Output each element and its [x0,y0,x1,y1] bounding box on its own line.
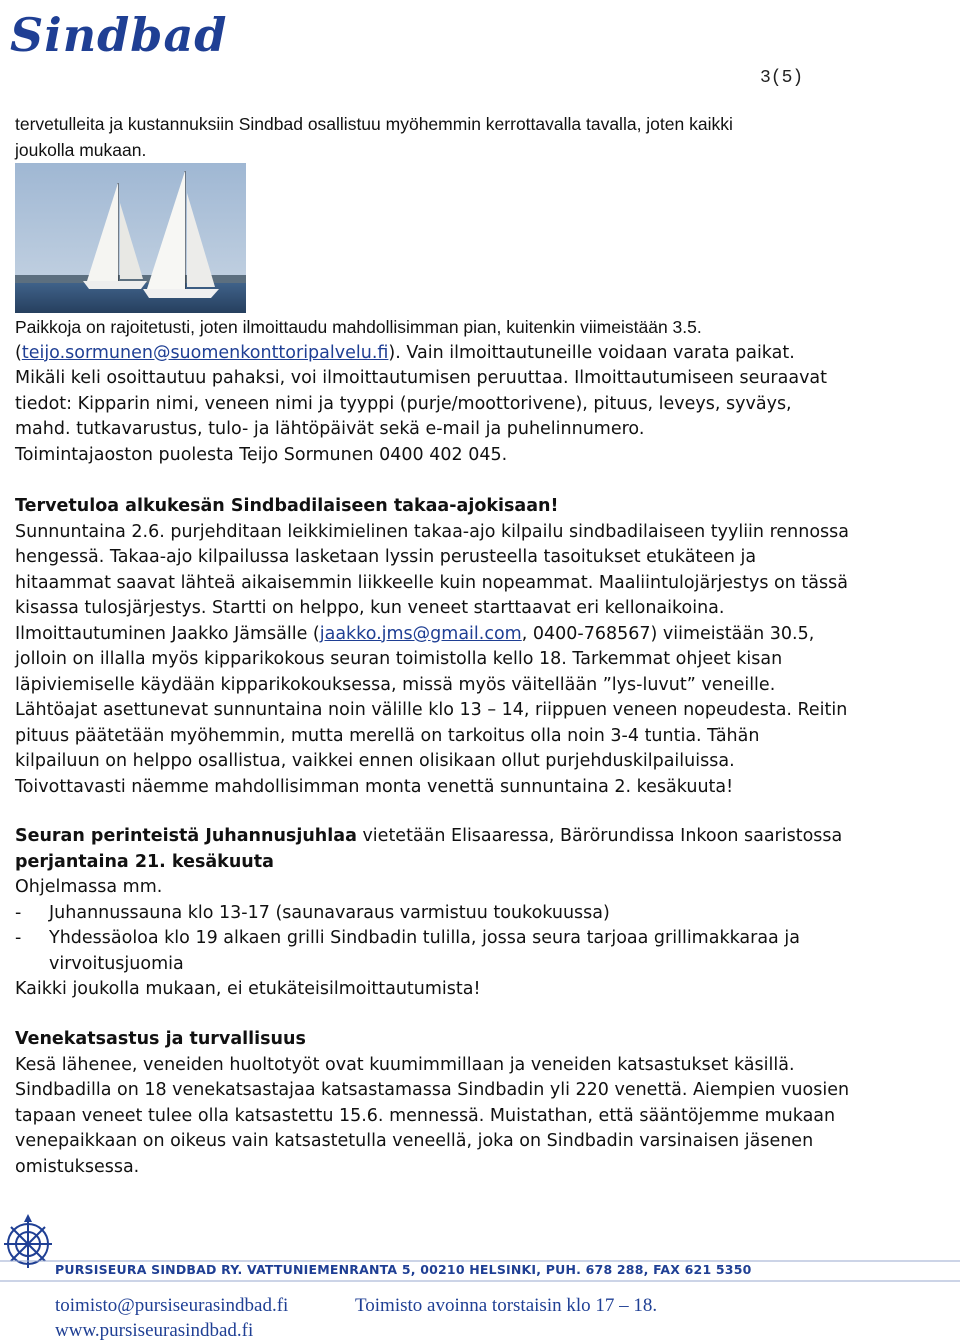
sailboats-photo [15,163,246,313]
inspection-line: Kesä lähenee, veneiden huoltotyöt ovat kuumimmillaan ja veneiden katsastukset käsillä. [15,1054,795,1075]
race-line: Sunnuntaina 2.6. purjehditaan leikkimielinen takaa-ajo kilpailu sindbadilaiseen tyyliin rennossa [15,521,850,542]
inspection-heading [15,1027,835,1053]
registration-line: mahd. tutkavarustus, tulo- ja lähtöpäivät sekä e-mail ja puhelinnumero. [15,419,645,439]
text: ( [15,342,22,363]
race-section [15,494,850,800]
inspection-section [15,1027,850,1180]
race-line: Lähtöajat asettunevat sunnuntaina noin välille klo 13 – 14, riippuen veneen nopeudesta. Reitin [15,700,848,720]
footer-office-hours: Toimisto avoinna torstaisin klo 17 – 18. [355,1295,658,1316]
registration-line: tiedot: Kipparin nimi, veneen nimi ja tyyppi (purje/moottorivene), pituus, leveys, syväys, [15,393,792,414]
footer-email-link[interactable]: toimisto@pursiseurasindbad.fi [55,1295,289,1316]
midsummer-line: Kaikki joukolla mukaan, ei etukäteisilmoittautumista! [15,979,481,999]
midsummer-line [15,850,835,876]
intro-line: joukolla mukaan. [15,139,147,160]
race-line: pituus päätetään myöhemmin, mutta merellä on tarkoitus olla noin 3-4 tuntia. Tähän [15,725,760,746]
inspection-line: omistuksessa. [15,1156,140,1177]
midsummer-section [15,824,843,1003]
bullet-dash: - [15,902,22,923]
bullet-indent [15,952,49,978]
inspection-line: venepaikkaan on oikeus vain katsastetulla veneellä, joka on Sindbadin varsinaisen jäsenen [15,1131,814,1151]
list-item-continuation [15,952,835,978]
race-line: hengessä. Takaa-ajo kilpailussa lasketaan lyssin perusteella tasoitukset etukäteen ja [15,547,757,567]
text: ). Vain ilmoittautuneille voidaan varata paikat. [388,342,795,363]
race-line: kisassa tulosjärjestys. Startti on helppo, kun veneet starttaavat eri kellonaikoina. [15,598,725,618]
bold-text: perjantaina 21. kesäkuuta [15,851,274,872]
text: Ilmoittautuminen Jaakko Jämsälle ( [15,623,320,644]
registration-line: Mikäli keli osoittautuu pahaksi, voi ilmoittautumisen peruuttaa. Ilmoittautumiseen seuraavat [15,368,828,388]
footer-club-info: PURSISEURA SINDBAD RY. VATTUNIEMENRANTA 5, 00210 HELSINKI, PUH. 678 288, FAX 621 5350 [55,1262,752,1277]
text: Yhdessäoloa klo 19 alkaen grilli Sindbadin tulilla, jossa seura tarjoaa grillimakkaraa ja [49,928,800,948]
race-heading [15,494,835,520]
race-line: kilpailuun on helppo osallistua, vaikkei ennen olisikaan ollut purjehduskilpailuissa. [15,751,735,771]
registration-line: Paikkoja on rajoitetusti, joten ilmoittaudu mahdollisimman pian, kuitenkin viimeistään 3.5. [15,317,702,337]
page-number: 3(5) [760,68,804,88]
intro-line: tervetulleita ja kustannuksiin Sindbad osallistuu myöhemmin kerrottavalla tavalla, joten kaikki [15,114,733,134]
heading-text: Tervetuloa alkukesän Sindbadilaiseen takaa-ajokisaan! [15,496,559,516]
email-link-jaakko[interactable]: jaakko.jms@gmail.com [319,623,522,644]
list-item [15,926,835,952]
midsummer-line [15,824,843,850]
registration-line [15,341,835,367]
bold-text: Seuran perinteistä Juhannusjuhlaa [15,826,357,846]
sindbad-logo: Sindbad [10,8,228,62]
email-link-teijo[interactable]: teijo.sormunen@suomenkonttoripalvelu.fi [21,342,389,363]
race-line: läpiviemiselle käydään kipparikokouksessa, missä myös väitellään ”lys-luvut” veneille. [15,674,776,695]
text: Juhannussauna klo 13-17 (saunavaraus varmistuu toukokuussa) [49,902,610,923]
text: vietetään Elisaaressa, Bärörundissa Inkoon saaristossa [356,826,843,846]
registration-paragraph [15,315,835,468]
race-line [15,622,835,648]
heading-text: Venekatsastus ja turvallisuus [15,1029,306,1049]
registration-line: Toimintajaoston puolesta Teijo Sormunen 0400 402 045. [15,444,508,465]
race-line: jolloin on illalla myös kipparikokous seuran toimistolla kello 18. Tarkemmat ohjeet kisan [15,649,783,669]
list-item [15,901,835,927]
text: virvoitusjuomia [49,953,184,974]
bullet-dash: - [15,928,22,948]
text: , 0400-768567) viimeistään 30.5, [521,623,815,644]
race-line: hitaammat saavat lähteä aikaisemmin liikkeelle kuin nopeammat. Maaliintulojärjestys on tässä [15,572,848,593]
inspection-line: tapaan veneet tulee olla katsastettu 15.6. mennessä. Muistathan, että sääntöjemme mukaan [15,1105,836,1126]
race-line: Toivottavasti näemme mahdollisimman monta venettä sunnuntaina 2. kesäkuuta! [15,776,734,797]
midsummer-line: Ohjelmassa mm. [15,877,163,897]
inspection-line: Sindbadilla on 18 venekatsastajaa katsastamassa Sindbadin yli 220 venettä. Aiempien vuosien [15,1080,850,1100]
footer-website-link[interactable]: www.pursiseurasindbad.fi [55,1320,254,1341]
intro-paragraph [15,112,835,163]
